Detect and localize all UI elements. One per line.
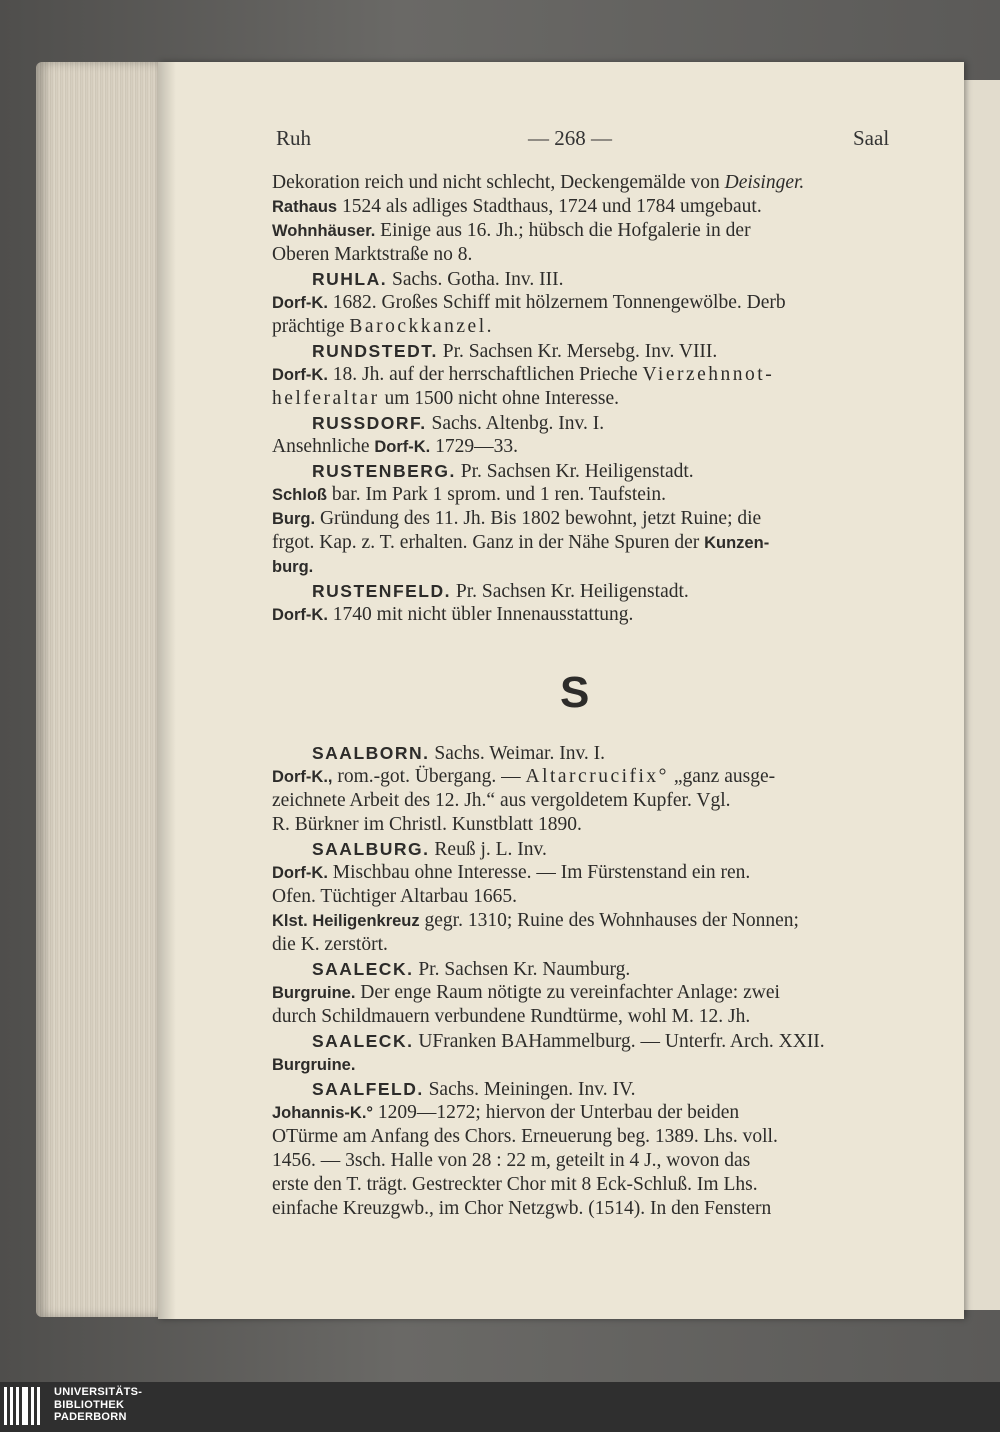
text-line: R. Bürkner im Christl. Kunstblatt 1890. xyxy=(272,814,582,835)
text-line: einfache Kreuzgwb., im Chor Netzgwb. (1514). In den Fenstern xyxy=(272,1198,772,1219)
entry-heading-saaleck: SAALECK. Pr. Sachsen Kr. Naumburg. xyxy=(312,959,631,980)
text-line: frgot. Kap. z. T. erhalten. Ganz in der Nähe Spuren der Kunzen- xyxy=(272,532,770,553)
text-line: 1456. — 3sch. Halle von 28 : 22 m, geteilt in 4 J., wovon das xyxy=(272,1150,751,1171)
entry-heading-rustenfeld: RUSTENFELD. Pr. Sachsen Kr. Heiligenstadt. xyxy=(312,581,689,602)
text-line: Ofen. Tüchtiger Altarbau 1665. xyxy=(272,886,517,907)
text-line: helferaltar um 1500 nicht ohne Interesse. xyxy=(272,388,619,409)
text-line: Klst. Heiligenkreuz gegr. 1310; Ruine des Wohnhauses der Nonnen; xyxy=(272,910,799,931)
entry-heading-saaleck-2: SAALECK. UFranken BAHammelburg. — Unterfr. Arch. XXII. xyxy=(312,1031,825,1052)
footer-bar xyxy=(0,1382,1000,1432)
text-line: Burgruine. xyxy=(272,1056,356,1074)
running-head-right: Saal xyxy=(853,126,890,150)
entry-heading-saalburg: SAALBURG. Reuß j. L. Inv. xyxy=(312,839,547,860)
library-logo-text: UNIVERSITÄTS- BIBLIOTHEK PADERBORN xyxy=(54,1386,143,1423)
text-line: Rathaus 1524 als adliges Stadthaus, 1724 und 1784 umgebaut. xyxy=(272,196,762,217)
page-number: — 268 — xyxy=(528,126,612,150)
text-line: Ansehnliche Dorf-K. 1729—33. xyxy=(272,436,519,457)
text-line: Wohnhäuser. Einige aus 16. Jh.; hübsch die Hofgalerie in der xyxy=(272,220,751,241)
section-letter: S xyxy=(560,668,590,717)
text-line: Dorf-K. 18. Jh. auf der herrschaftlichen Prieche Vierzehnnot- xyxy=(272,364,775,385)
entry-heading-saalfeld: SAALFELD. Sachs. Meiningen. Inv. IV. xyxy=(312,1079,636,1100)
text-line: Dorf-K. 1682. Großes Schiff mit hölzernem Tonnengewölbe. Derb xyxy=(272,292,786,313)
library-logo-icon xyxy=(4,1387,48,1425)
text-line: Dekoration reich und nicht schlecht, Deckengemälde von Deisinger. xyxy=(272,172,805,193)
book-page-edges xyxy=(36,62,162,1317)
text-line: Schloß bar. Im Park 1 sprom. und 1 ren. Taufstein. xyxy=(272,484,666,505)
running-head-left: Ruh xyxy=(276,126,312,150)
entry-heading-rustenberg: RUSTENBERG. Pr. Sachsen Kr. Heiligenstadt. xyxy=(312,461,694,482)
text-line: Dorf-K. 1740 mit nicht übler Innenausstattung. xyxy=(272,604,634,625)
text-line: Dorf-K., rom.-got. Übergang. — Altarcrucifix° „ganz ausge- xyxy=(272,766,776,787)
text-line: Dorf-K. Mischbau ohne Interesse. — Im Fürstenstand ein ren. xyxy=(272,862,751,883)
entry-heading-russdorf: RUSSDORF. Sachs. Altenbg. Inv. I. xyxy=(312,413,605,434)
text-line: prächtige Barockkanzel. xyxy=(272,316,494,337)
text-line: Johannis-K.° 1209—1272; hiervon der Unterbau der beiden xyxy=(272,1102,740,1123)
page-gutter-shadow xyxy=(158,62,176,1319)
text-line: Burgruine. Der enge Raum nötigte zu vereinfachter Anlage: zwei xyxy=(272,982,780,1003)
text-line: Burg. Gründung des 11. Jh. Bis 1802 bewohnt, jetzt Ruine; die xyxy=(272,508,762,529)
text-line: zeichnete Arbeit des 12. Jh.“ aus vergoldetem Kupfer. Vgl. xyxy=(272,790,731,811)
text-line: Oberen Marktstraße no 8. xyxy=(272,244,473,265)
text-line: OTürme am Anfang des Chors. Erneuerung beg. 1389. Lhs. voll. xyxy=(272,1126,778,1147)
text-line: burg. xyxy=(272,558,314,576)
text-line: durch Schildmauern verbundene Rundtürme, wohl M. 12. Jh. xyxy=(272,1006,751,1027)
text-line: die K. zerstört. xyxy=(272,934,388,955)
facing-page-edge xyxy=(964,80,1000,1310)
entry-heading-rundstedt: RUNDSTEDT. Pr. Sachsen Kr. Mersebg. Inv. VIII. xyxy=(312,341,718,362)
text-line: erste den T. trägt. Gestreckter Chor mit 8 Eck-Schluß. Im Lhs. xyxy=(272,1174,758,1195)
entry-heading-saalborn: SAALBORN. Sachs. Weimar. Inv. I. xyxy=(312,743,606,764)
entry-heading-ruhla: RUHLA. Sachs. Gotha. Inv. III. xyxy=(312,269,564,290)
